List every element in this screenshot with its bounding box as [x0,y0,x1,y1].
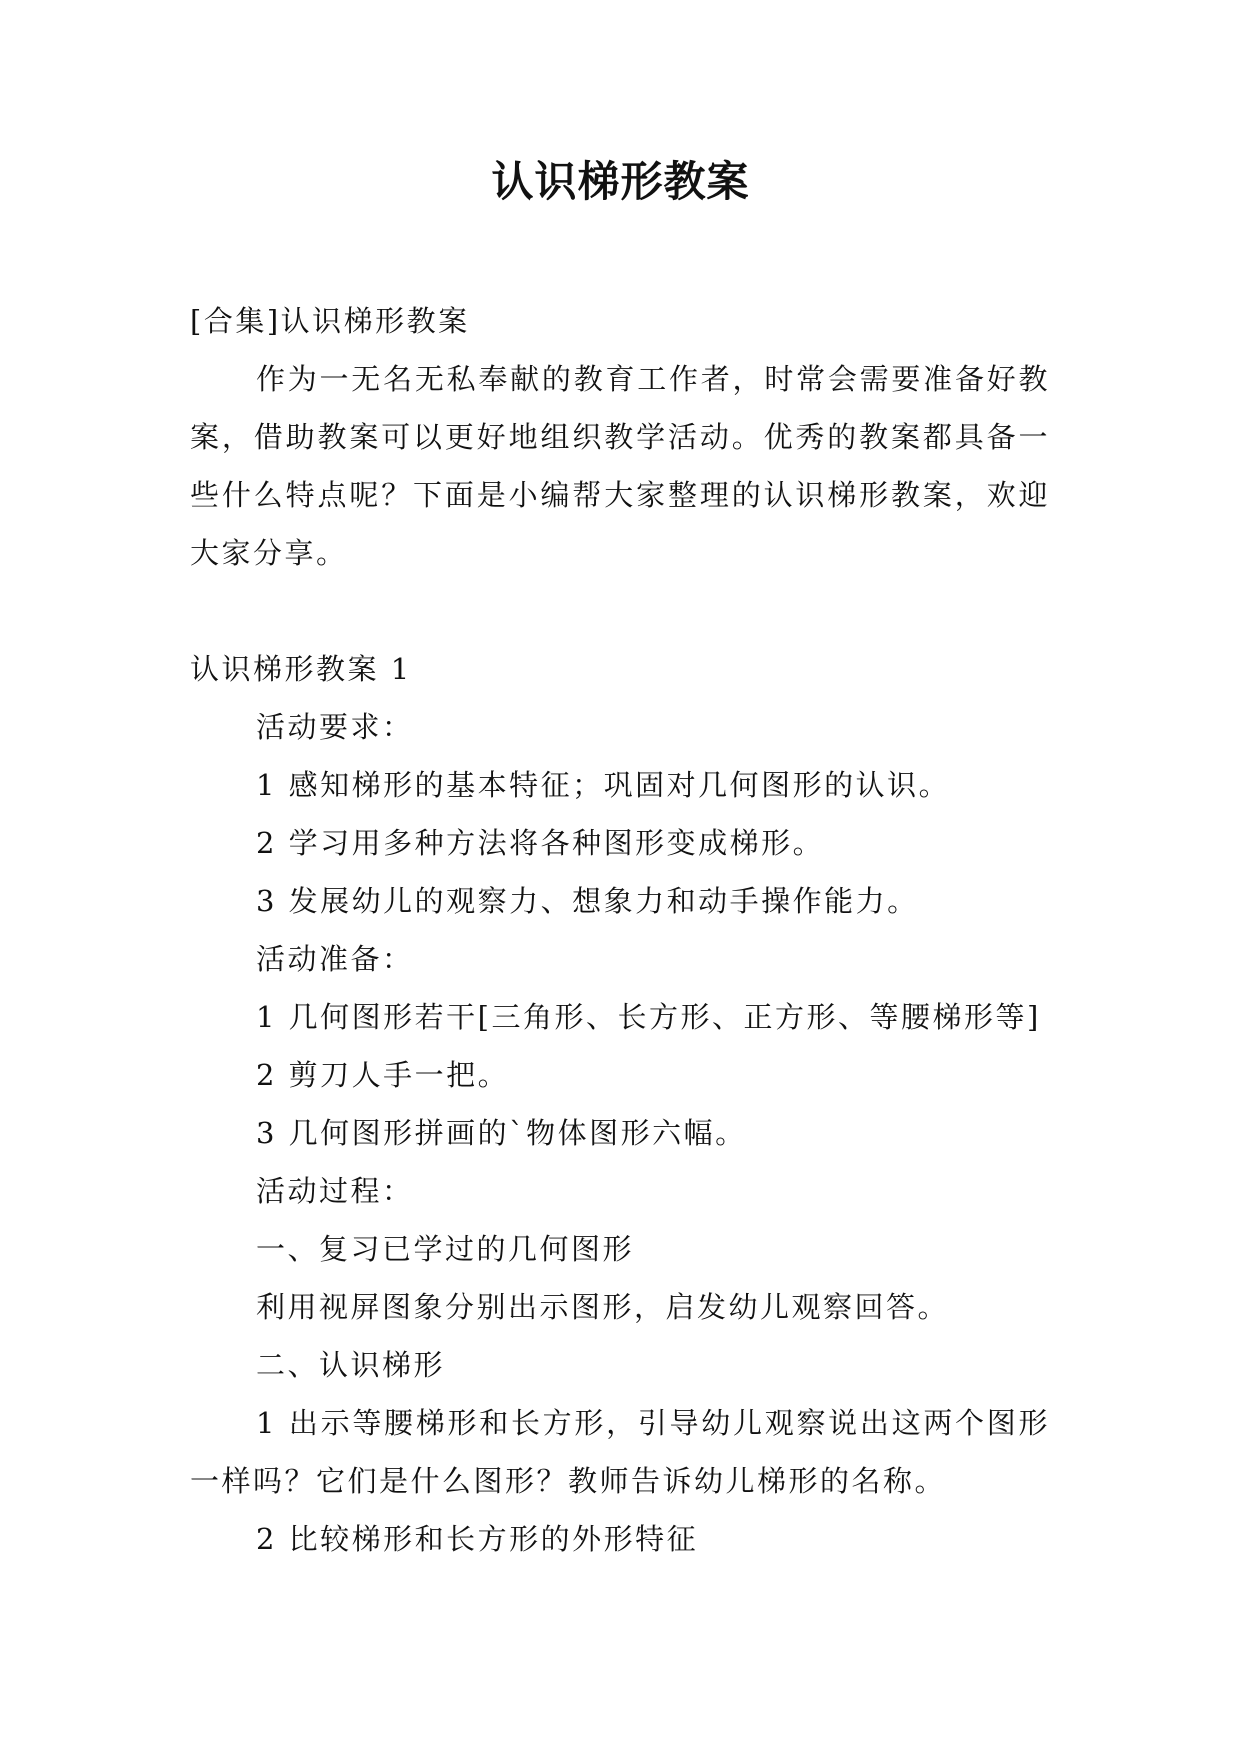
document-title: 认识梯形教案 [491,157,750,206]
body-line: 1 几何图形若干[三角形、长方形、正方形、等腰梯形等] [256,1000,1041,1034]
intro-paragraph: 作为一无名无私奉献的教育工作者，时常会需要准备好教案，借助教案可以更好地组织教学活动。优秀的教案都具备一些什么特点呢？下面是小编帮大家整理的认识梯形教案，欢迎大家分享。 [190,362,1050,570]
body-line: 1 出示等腰梯形和长方形，引导幼儿观察说出这两个图形一样吗？它们是什么图形？教师告诉幼儿梯形的名称。 [190,1406,1050,1498]
body-line: 活动准备： [256,942,414,976]
body-line: 1 感知梯形的基本特征；巩固对几何图形的认识。 [256,768,951,802]
body-line: 利用视屏图象分别出示图形，启发幼儿观察回答。 [256,1290,950,1324]
paragraph-gap [190,582,1050,640]
body-line: 3 几何图形拼画的`物体图形六幅。 [256,1116,747,1150]
body-line: 二、认识梯形 [256,1348,446,1382]
body-line: 2 比较梯形和长方形的外形特征 [256,1522,699,1556]
body-line: 一、复习已学过的几何图形 [256,1232,635,1266]
document-body [190,292,1050,1568]
body-line: 2 剪刀人手一把。 [256,1058,510,1092]
body-line: 3 发展幼儿的观察力、想象力和动手操作能力。 [256,884,919,918]
body-line: 2 学习用多种方法将各种图形变成梯形。 [256,826,825,860]
body-line: 活动过程： [256,1174,414,1208]
section-heading: 认识梯形教案 1 [190,652,412,686]
header-line: [合集]认识梯形教案 [190,304,470,338]
body-line: 活动要求： [256,710,414,744]
